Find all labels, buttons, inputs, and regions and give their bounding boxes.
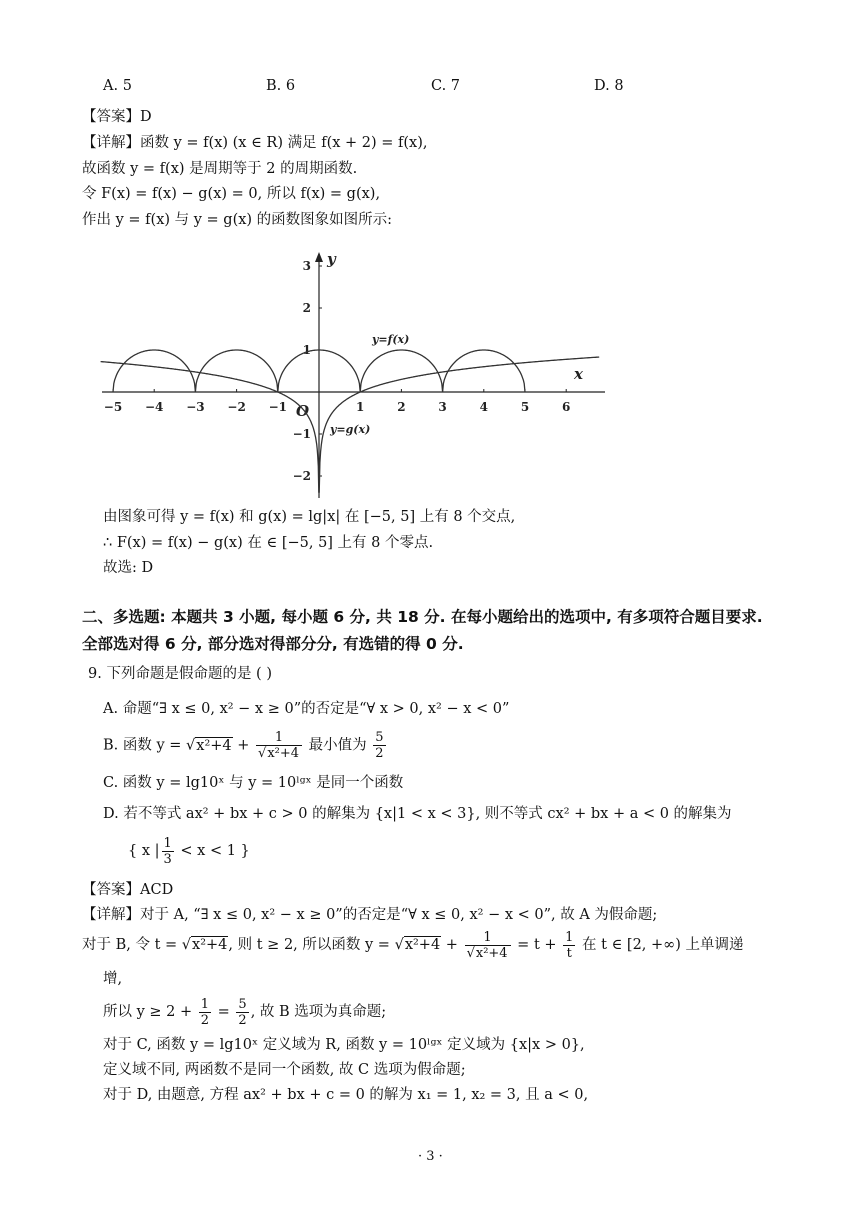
q9-detail-line bbox=[103, 995, 386, 1029]
sqrt-radicand: x²+4 bbox=[192, 937, 228, 953]
y-tick-label: −1 bbox=[292, 427, 311, 441]
q8-detail-line: 令 F(x) = f(x) − g(x) = 0, 所以 f(x) = g(x), bbox=[82, 186, 381, 202]
plus-sign: + bbox=[441, 937, 463, 953]
fraction-numerator: 1 bbox=[256, 730, 302, 746]
y-tick-label: 1 bbox=[302, 343, 311, 357]
sqrt-radicand: x²+4 bbox=[475, 945, 508, 961]
fraction-denominator: 2 bbox=[375, 746, 384, 761]
q9-answer: 【答案】ACD bbox=[82, 882, 174, 898]
fraction bbox=[236, 997, 248, 1028]
q9-option-d-set bbox=[128, 834, 250, 868]
section-heading: 全部选对得 6 分, 部分选对得部分分, 有选错的得 0 分. bbox=[82, 635, 464, 653]
q8-option-c: C. 7 bbox=[431, 78, 461, 94]
x-tick-label: 1 bbox=[356, 400, 365, 414]
sqrt-radicand: x²+4 bbox=[404, 937, 441, 953]
y-axis-arrow bbox=[315, 252, 323, 262]
q9-detail-line: 定义域不同, 两函数不是同一个函数, 故 C 选项为假命题; bbox=[103, 1062, 466, 1078]
q8-detail-line: 【详解】函数 y = f(x) (x ∈ R) 满足 f(x + 2) = f(x), bbox=[82, 135, 428, 151]
sqrt-symbol: √ bbox=[186, 737, 196, 754]
fraction-numerator: 1 bbox=[465, 930, 511, 946]
x-tick-label: 6 bbox=[562, 400, 571, 414]
q9-stem: 9. 下列命题是假命题的是 ( ) bbox=[88, 666, 272, 682]
q8-detail-line: 作出 y = f(x) 与 y = g(x) 的函数图象如图所示: bbox=[82, 212, 393, 228]
q8-option-a: A. 5 bbox=[103, 78, 132, 94]
set-close: < x < 1 } bbox=[175, 843, 250, 859]
sqrt-symbol: √ bbox=[181, 937, 192, 953]
fraction-denominator: 2 bbox=[238, 1012, 247, 1028]
fraction-denominator: t bbox=[566, 945, 572, 961]
q9-detail-line: 对于 D, 由题意, 方程 ax² + bx + c = 0 的解为 x₁ = 1, x₂ = 3, 且 a < 0, bbox=[103, 1087, 589, 1103]
x-tick-label: 3 bbox=[438, 400, 447, 414]
x-tick-label: −2 bbox=[227, 400, 246, 414]
q9-option-d: D. 若不等式 ax² + bx + c > 0 的解集为 {x|1 < x < 3}, 则不等式 cx² + bx + a < 0 的解集为 bbox=[103, 806, 732, 822]
fraction-denominator: 2 bbox=[200, 1012, 210, 1028]
q9-option-a: A. 命题“∃ x ≤ 0, x² − x ≥ 0”的否定是“∀ x > 0, x² − x < 0” bbox=[103, 701, 510, 717]
q9-detail-line: 增, bbox=[103, 971, 123, 987]
x-tick-label: −1 bbox=[268, 400, 288, 414]
y-axis-label: y bbox=[327, 250, 336, 268]
plus-sign: + bbox=[232, 737, 255, 754]
y-tick-label: −2 bbox=[292, 469, 311, 483]
section-heading: 二、多选题: 本题共 3 小题, 每小题 6 分, 共 18 分. 在每小题给出的选项中, 有多项符合题目要求. bbox=[82, 608, 763, 626]
origin-label: O bbox=[296, 402, 310, 420]
fraction-numerator: 1 bbox=[200, 996, 210, 1012]
fraction-numerator: 1 bbox=[565, 929, 574, 945]
x-tick-label: −4 bbox=[144, 400, 164, 414]
x-tick-label: 4 bbox=[479, 400, 488, 414]
detail-text: , 故 B 选项为真命题; bbox=[250, 1004, 387, 1020]
sqrt-radicand: x²+4 bbox=[196, 737, 232, 754]
x-tick-label: −3 bbox=[186, 400, 205, 414]
fraction bbox=[563, 930, 575, 961]
detail-text: 对于 B, 令 t = bbox=[82, 937, 182, 953]
q8-conclusion-line: ∴ F(x) = f(x) − g(x) 在 ∈ [−5, 5] 上有 8 个零点. bbox=[103, 535, 434, 551]
q8-detail-line: 故函数 y = f(x) 是周期等于 2 的周期函数. bbox=[82, 161, 358, 177]
q8-option-b: B. 6 bbox=[266, 78, 296, 94]
y-tick-label: 3 bbox=[302, 259, 311, 273]
detail-text: 在 t ∈ [2, +∞) 上单调递 bbox=[577, 937, 744, 953]
q9-option-b bbox=[103, 730, 388, 761]
fraction-denominator: 3 bbox=[163, 851, 172, 867]
x-tick-label: −5 bbox=[103, 400, 123, 414]
fraction-numerator: 5 bbox=[238, 996, 247, 1012]
fraction bbox=[256, 730, 302, 761]
q8-conclusion-line: 故选: D bbox=[103, 560, 154, 576]
x-tick-label: 5 bbox=[520, 400, 530, 414]
q9-detail-line bbox=[82, 929, 744, 961]
curve-g-left bbox=[101, 362, 319, 493]
fraction bbox=[465, 930, 511, 961]
y-tick-label: 2 bbox=[302, 301, 311, 315]
fraction bbox=[199, 997, 211, 1028]
sqrt-radicand: x²+4 bbox=[267, 746, 300, 761]
fraction-numerator: 1 bbox=[163, 835, 172, 851]
page-number: · 3 · bbox=[418, 1149, 443, 1164]
sqrt-symbol: √ bbox=[394, 937, 404, 953]
detail-text: 所以 y ≥ 2 + bbox=[103, 1004, 197, 1020]
fraction bbox=[162, 836, 174, 867]
x-axis-label: x bbox=[574, 365, 583, 383]
q8-answer: 【答案】D bbox=[82, 109, 152, 125]
detail-text: = t + bbox=[512, 937, 562, 953]
set-open: { x | bbox=[128, 843, 160, 859]
q8-option-d: D. 8 bbox=[594, 78, 624, 94]
q9-b-text: B. 函数 y = bbox=[103, 737, 187, 754]
x-tick-label: 2 bbox=[397, 400, 406, 414]
fraction-numerator: 5 bbox=[375, 730, 384, 745]
q9-detail-line: 对于 C, 函数 y = lg10ˣ 定义域为 R, 函数 y = 10ˡᵍˣ 定义域为 {x|x > 0}, bbox=[103, 1037, 585, 1053]
label-f: y=f(x) bbox=[372, 333, 410, 346]
function-graph bbox=[100, 246, 610, 504]
q9-option-c: C. 函数 y = lg10ˣ 与 y = 10ˡᵍˣ 是同一个函数 bbox=[103, 775, 404, 791]
fraction-denominator: √x²+4 bbox=[258, 746, 300, 761]
q8-conclusion-line: 由图象可得 y = f(x) 和 g(x) = lg|x| 在 [−5, 5] 上有 8 个交点, bbox=[103, 509, 516, 525]
fraction-denominator: √x²+4 bbox=[466, 945, 508, 961]
q9-b-text: 最小值为 bbox=[304, 737, 372, 754]
fraction bbox=[373, 730, 385, 761]
detail-text: , 则 t ≥ 2, 所以函数 y = bbox=[228, 937, 395, 953]
label-g: y=g(x) bbox=[330, 423, 371, 436]
q9-detail-line: 【详解】对于 A, “∃ x ≤ 0, x² − x ≥ 0”的否定是“∀ x ≤ 0, x² − x < 0”, 故 A 为假命题; bbox=[82, 907, 658, 923]
detail-text: = bbox=[213, 1004, 235, 1020]
